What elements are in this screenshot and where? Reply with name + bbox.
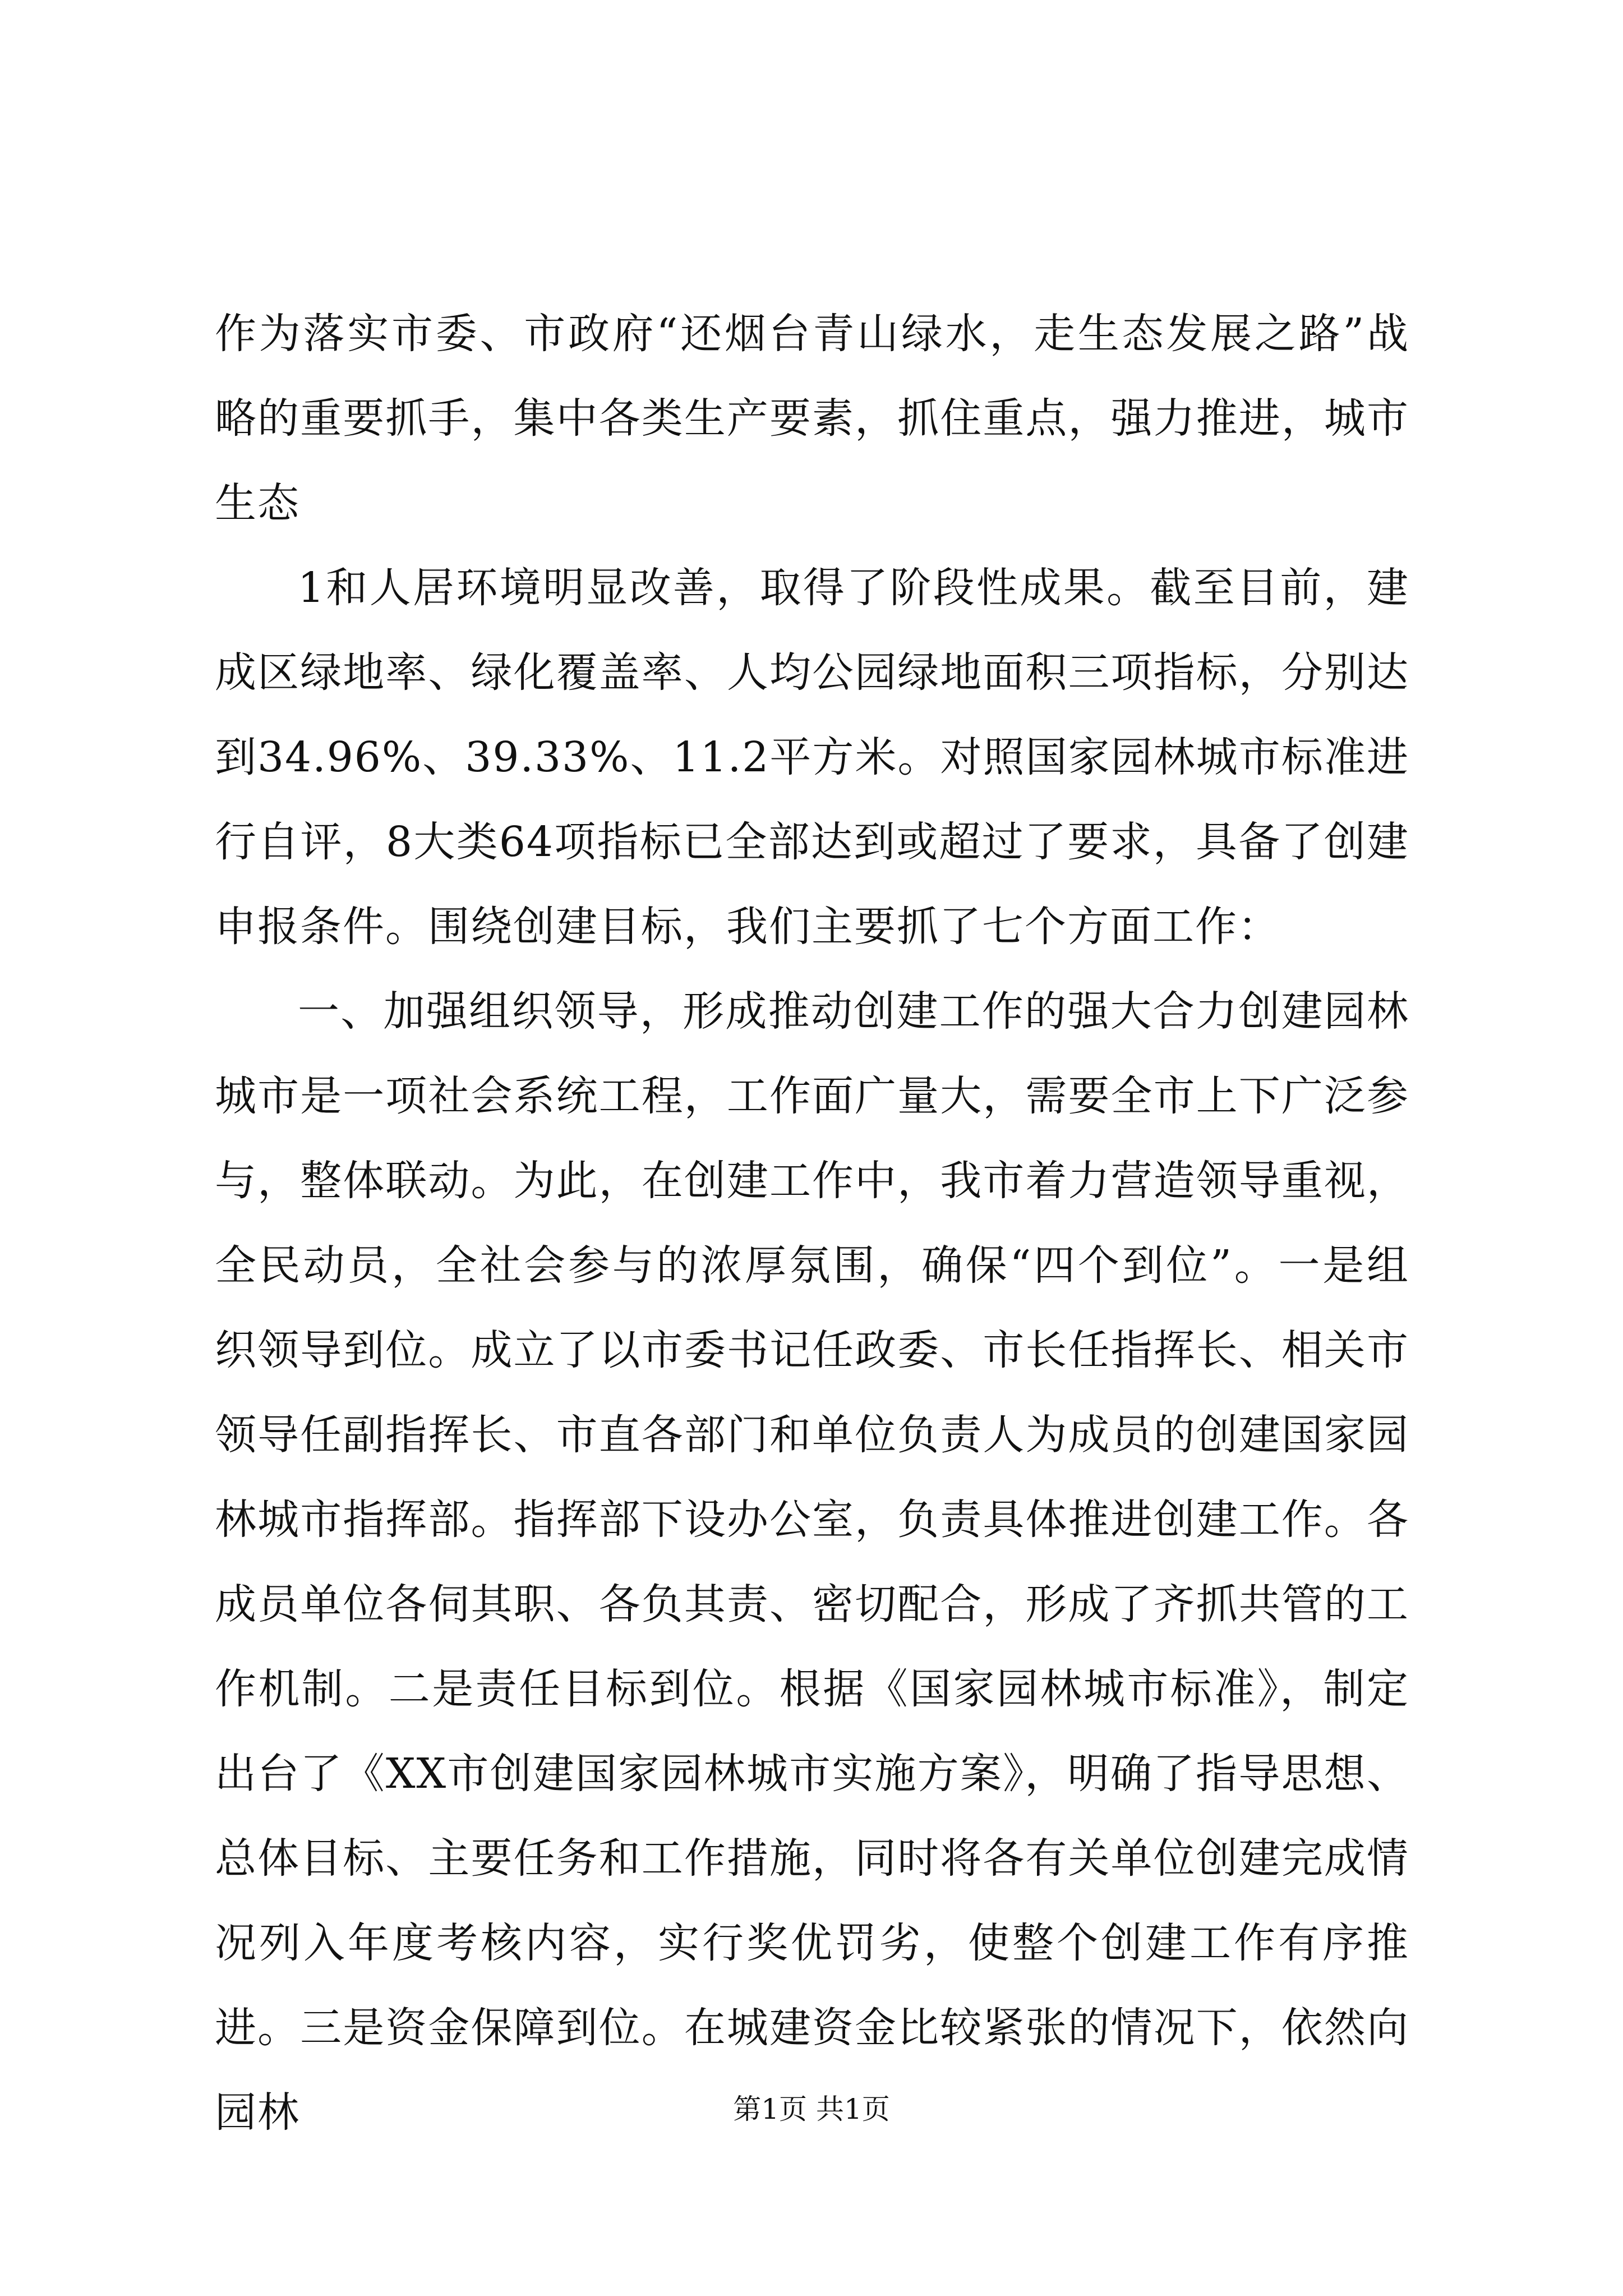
paragraph-1: 作为落实市委、市政府“还烟台青山绿水，走生态发展之路”战略的重要抓手，集中各类生产要素，抓住重点，强力推进，城市生态 <box>215 310 1409 527</box>
paragraph-3: 一、加强组织领导，形成推动创建工作的强大合力创建园林城市是一项社会系统工程，工作面广量大，需要全市上下广泛参与，整体联动。为此，在创建工作中，我市着力营造领导重视，全民动员，全社会参与的浓厚氛围，确保“四个到位”。一是组织领导到位。成立了以市委书记任政委、市长任指挥长、相关市领导任副指挥长、市直各部门和单位负责人为成员的创建国家园林城市指挥部。指挥部下设办公室，负责具体推进创建工作。各成员单位各伺其职、各负其责、密切配合，形成了齐抓共管的工作机制。二是责任目标到位。根据《国家园林城市标准》，制定出台了《XX市创建国家园林城市实施方案》，明确了指导思想、总体目标、主要任务和工作措施，同时将各有关单位创建完成情况列入年度考核内容，实行奖优罚劣，使整个创建工作有序推进。三是资金保障到位。在城建资金比较紧张的情况下，依然向园林 <box>215 987 1409 2137</box>
paragraph-2: 1和人居环境明显改善，取得了阶段性成果。截至目前，建成区绿地率、绿化覆盖率、人均公园绿地面积三项指标，分别达到34.96%、39.33%、11.2平方米。对照国家园林城市标准进行自评，8大类64项指标已全部达到或超过了要求，具备了创建申报条件。围绕创建目标，我们主要抓了七个方面工作： <box>215 564 1409 951</box>
document-body <box>215 292 1409 2155</box>
page-footer: 第1页 共1页 <box>733 2093 890 2125</box>
